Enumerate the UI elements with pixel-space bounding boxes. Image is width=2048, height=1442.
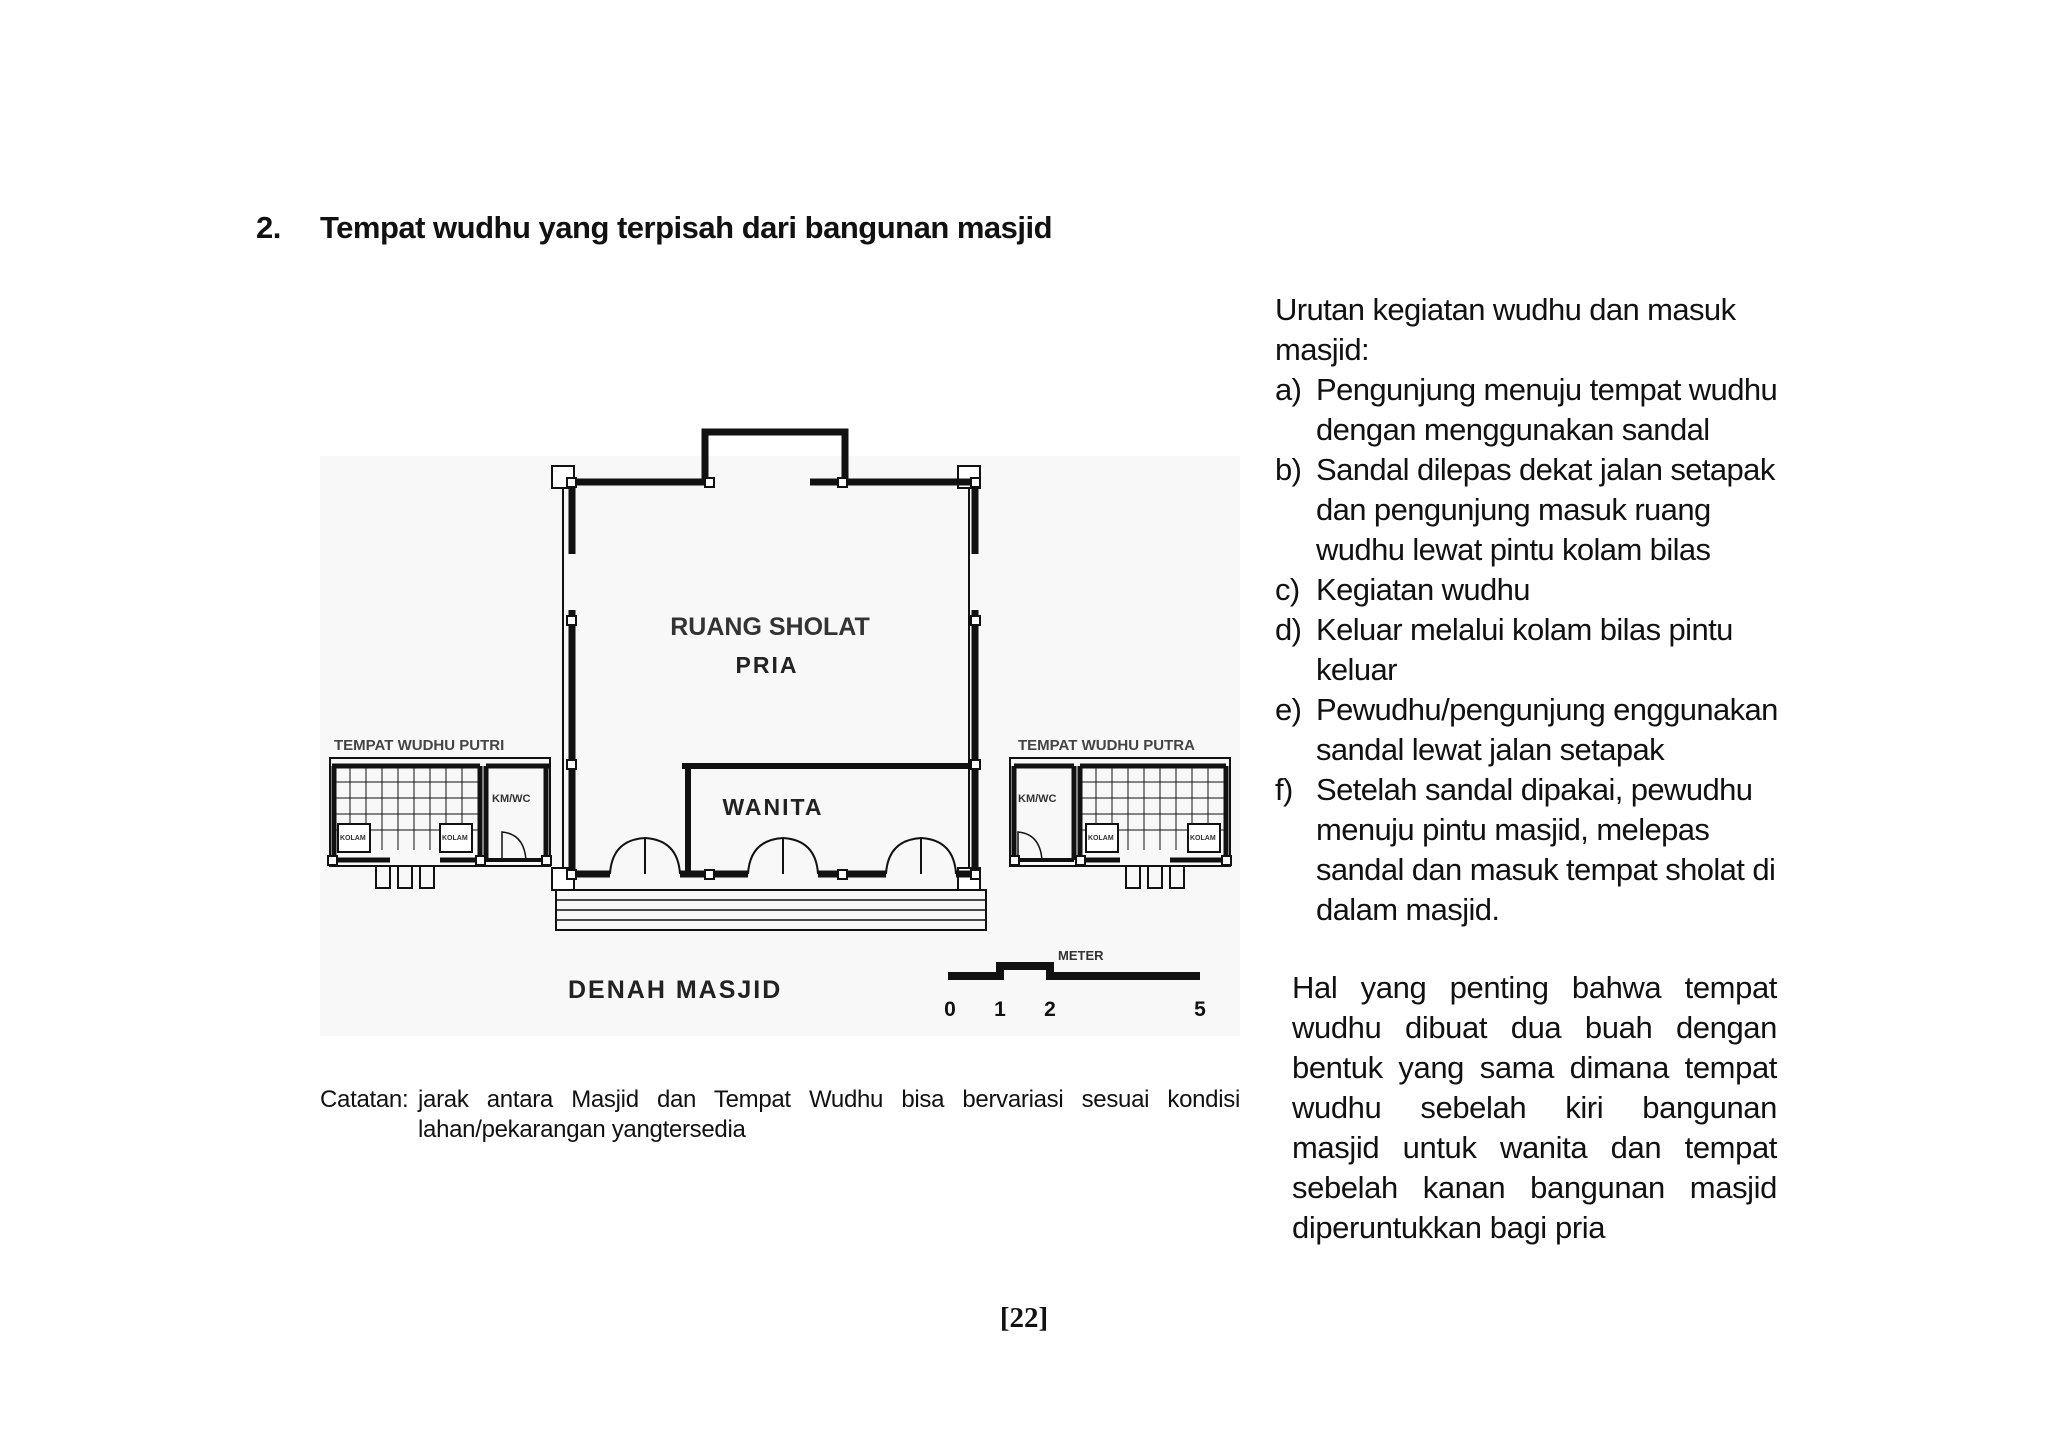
scale-tick-2: 2: [1044, 998, 1056, 1021]
page-number: [22]: [999, 1302, 1049, 1334]
wudhu-steps: [1275, 290, 1795, 930]
scale-unit: METER: [1058, 948, 1104, 963]
important-note-paragraph: Hal yang penting bahwa tempat wudhu dibuat dua buah dengan bentuk yang sama dimana tempat wudhu sebelah kiri bangunan masjid untuk wanita dan tempat sebelah kanan bangunan masjid diperuntukkan bagi pria: [1292, 970, 1777, 1245]
step-text: Pewudhu/pengunjung enggunakan sandal lewat jalan setapak: [1316, 692, 1778, 767]
mosque-floor-plan: [320, 420, 1240, 1040]
note-body: [418, 1085, 1240, 1145]
scale-tick-1: 1: [994, 998, 1006, 1021]
right-toilet-label: KM/WC: [1018, 793, 1057, 805]
left-pool-label-1: KOLAM: [340, 835, 366, 842]
room-label-women: WANITA: [722, 794, 824, 820]
step-text: Setelah sandal dipakai, pewudhu menuju pintu masjid, melepas sandal dan masuk tempat sholat di dalam masjid.: [1316, 772, 1776, 927]
step-label: d): [1275, 612, 1302, 647]
right-block-title: TEMPAT WUDHU PUTRA: [1018, 737, 1195, 754]
step-label: c): [1275, 572, 1300, 607]
room-label-main: RUANG SHOLAT: [670, 613, 870, 641]
note-line-1: jarak antara Masjid dan Tempat Wudhu bisa bervariasi sesuai kondisi: [418, 1086, 1240, 1113]
step-label: b): [1275, 452, 1302, 487]
step-item: [1275, 770, 1795, 930]
scale-tick-0: 0: [944, 998, 956, 1021]
room-label-men: PRIA: [735, 652, 799, 678]
step-label: a): [1275, 372, 1302, 407]
step-item: [1275, 610, 1795, 690]
right-pool-label-2: KOLAM: [1190, 835, 1216, 842]
steps-intro: Urutan kegiatan wudhu dan masuk masjid:: [1275, 292, 1736, 367]
step-text: Sandal dilepas dekat jalan setapak dan pengunjung masuk ruang wudhu lewat pintu kolam bilas: [1316, 452, 1775, 567]
step-item: [1275, 450, 1795, 570]
step-item: [1275, 690, 1795, 770]
left-block-title: TEMPAT WUDHU PUTRI: [334, 737, 505, 754]
step-text: Keluar melalui kolam bilas pintu keluar: [1316, 612, 1733, 687]
step-text: Pengunjung menuju tempat wudhu dengan menggunakan sandal: [1316, 372, 1778, 447]
note-label: Catatan:: [320, 1086, 409, 1113]
figure-note: [320, 1085, 1240, 1145]
step-label: f): [1275, 772, 1293, 807]
steps-list: [1275, 370, 1795, 930]
section-title: Tempat wudhu yang terpisah dari bangunan masjid: [320, 210, 1053, 245]
step-text: Kegiatan wudhu: [1316, 572, 1530, 607]
section-number: 2.: [256, 210, 281, 245]
right-pool-label-1: KOLAM: [1088, 835, 1114, 842]
step-item: [1275, 570, 1795, 610]
scale-tick-5: 5: [1194, 998, 1206, 1021]
left-pool-label-2: KOLAM: [442, 835, 468, 842]
step-label: e): [1275, 692, 1302, 727]
section-heading: [256, 210, 1052, 246]
note-line-2: lahan/pekarangan yangtersedia: [418, 1116, 746, 1143]
plan-title: DENAH MASJID: [568, 976, 783, 1004]
step-item: [1275, 370, 1795, 450]
left-toilet-label: KM/WC: [492, 793, 531, 805]
